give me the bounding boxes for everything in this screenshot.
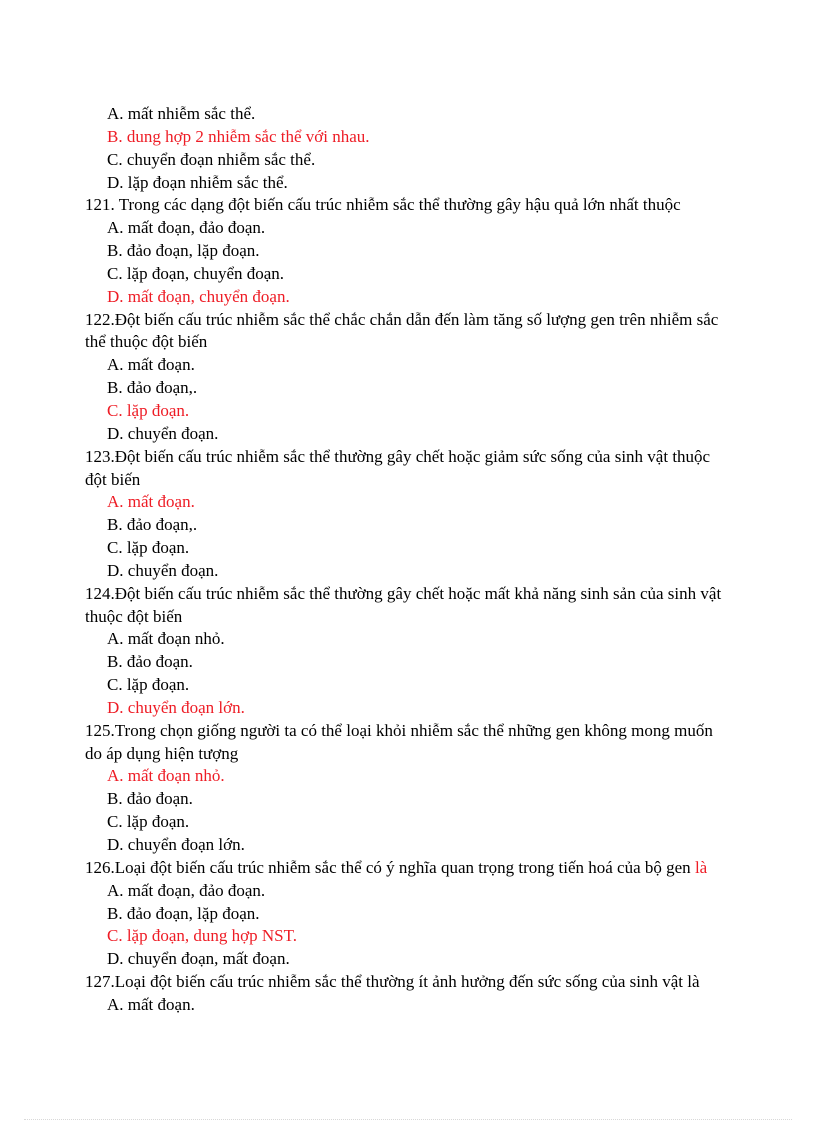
- question-text: 121. Trong các dạng đột biến cấu trúc nhiễm sắc thể thường gây hậu quả lớn nhất thuộc: [85, 195, 681, 215]
- answer-option: D. chuyển đoạn.: [107, 560, 219, 580]
- answer-option: B. đảo đoạn.: [107, 789, 193, 809]
- answer-option: C. lặp đoạn.: [107, 675, 190, 695]
- question-text: thể thuộc đột biến: [85, 332, 208, 352]
- question-text: 127.Loại đột biến cấu trúc nhiễm sắc thể thường ít ảnh hưởng đến sức sống của sinh vật là: [85, 972, 700, 992]
- answer-option: D. mất đoạn, chuyển đoạn.: [107, 286, 290, 306]
- answer-option: C. lặp đoạn.: [107, 812, 190, 832]
- answer-option: C. lặp đoạn.: [107, 538, 190, 558]
- answer-option: B. đảo đoạn,.: [107, 378, 198, 398]
- answer-option: C. lặp đoạn, dung hợp NST.: [107, 926, 297, 946]
- answer-option: D. chuyển đoạn.: [107, 423, 219, 443]
- question-list: [0, 103, 816, 1017]
- answer-option: B. đảo đoạn.: [107, 652, 193, 672]
- question-text: do áp dụng hiện tượng: [85, 743, 239, 763]
- question-text: 123.Đột biến cấu trúc nhiễm sắc thể thường gây chết hoặc giảm sức sống của sinh vật thuộc: [85, 446, 711, 466]
- answer-option: B. đảo đoạn, lặp đoạn.: [107, 241, 260, 261]
- question-text: thuộc đột biến: [85, 606, 183, 626]
- answer-option: A. mất đoạn, đảo đoạn.: [107, 218, 266, 238]
- answer-option: A. mất đoạn, đảo đoạn.: [107, 880, 266, 900]
- answer-option: D. lặp đoạn nhiễm sắc thể.: [107, 172, 288, 192]
- answer-option: A. mất đoạn.: [107, 355, 195, 375]
- answer-option: A. mất đoạn nhỏ.: [107, 629, 225, 649]
- answer-option: D. chuyển đoạn, mất đoạn.: [107, 949, 290, 969]
- answer-option: A. mất đoạn.: [107, 994, 195, 1014]
- page-bottom-rule: [24, 1119, 792, 1120]
- question-text: 124.Đột biến cấu trúc nhiễm sắc thể thường gây chết hoặc mất khả năng sinh sản của sinh vật: [85, 583, 722, 603]
- answer-option: B. dung hợp 2 nhiễm sắc thể với nhau.: [107, 126, 370, 146]
- answer-option: C. chuyển đoạn nhiễm sắc thể.: [107, 149, 316, 169]
- question-text: 122.Đột biến cấu trúc nhiễm sắc thể chắc chắn dẫn đến làm tăng số lượng gen trên nhiễm sắc: [85, 309, 719, 329]
- answer-option: D. chuyển đoạn lớn.: [107, 835, 245, 854]
- answer-option: B. đảo đoạn, lặp đoạn.: [107, 903, 260, 923]
- question-text: 125.Trong chọn giống người ta có thể loại khỏi nhiễm sắc thể những gen không mong muốn: [85, 720, 713, 740]
- question-text: đột biến: [85, 469, 141, 489]
- answer-option: C. lặp đoạn, chuyển đoạn.: [107, 263, 285, 283]
- answer-option: B. đảo đoạn,.: [107, 515, 198, 535]
- question-text-tail: là: [690, 857, 708, 877]
- answer-option: A. mất nhiễm sắc thể.: [107, 104, 256, 123]
- answer-option: A. mất đoạn nhỏ.: [107, 766, 225, 786]
- question-text-main: 126.Loại đột biến cấu trúc nhiễm sắc thể có ý nghĩa quan trọng trong tiến hoá của bộ gen: [85, 857, 691, 877]
- answer-option: D. chuyển đoạn lớn.: [107, 697, 245, 717]
- question-text: [0, 857, 816, 880]
- answer-option: C. lặp đoạn.: [107, 400, 190, 420]
- answer-option: A. mất đoạn.: [107, 492, 195, 512]
